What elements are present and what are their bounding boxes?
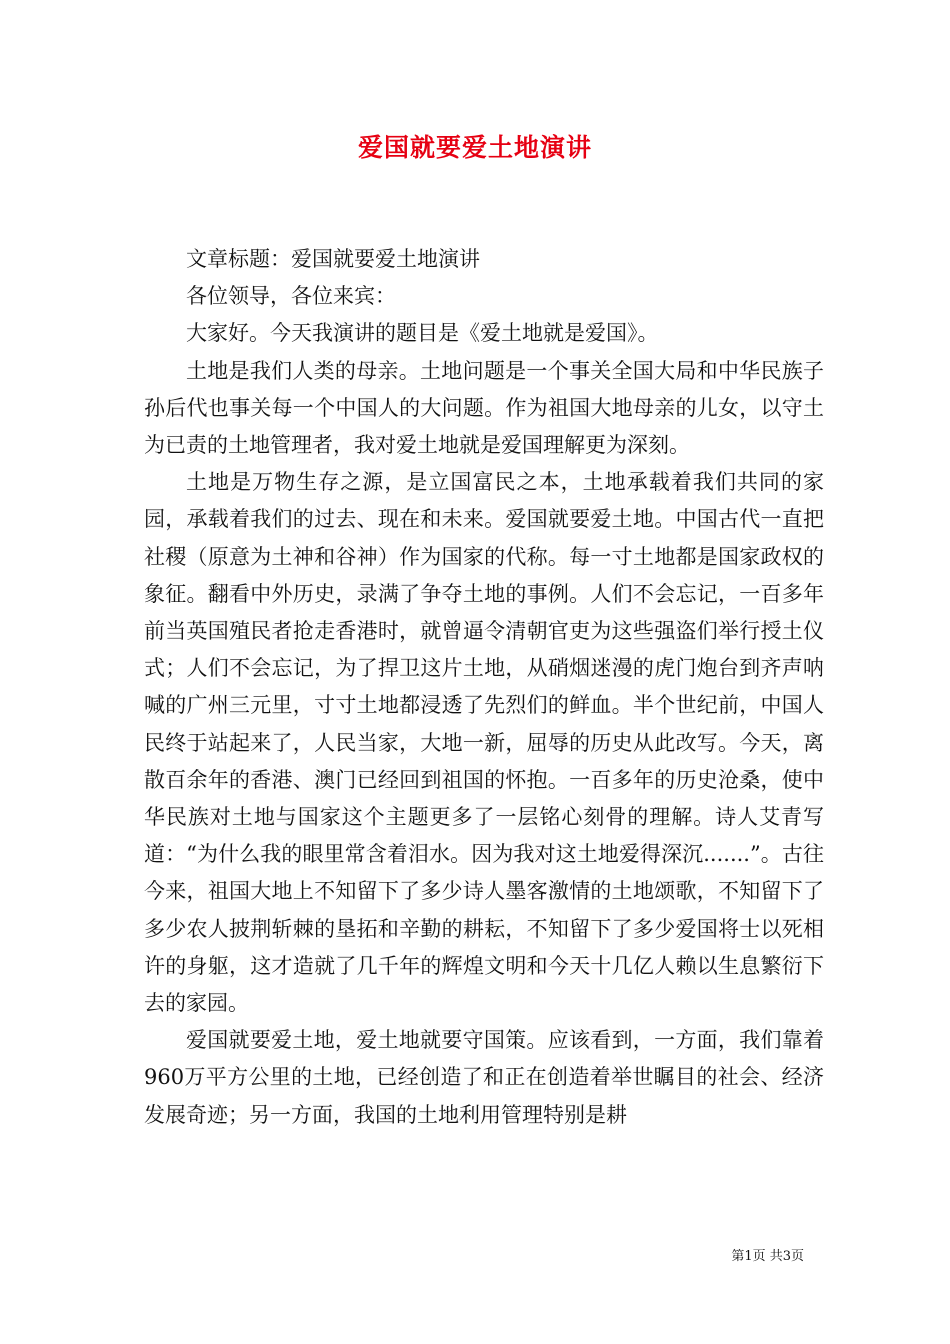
paragraph: 各位领导，各位来宾：: [186, 284, 396, 309]
paragraph: 土地是万物生存之源，是立国富民之本，土地承载着我们共同的家园，承载着我们的过去、现在和未来。爱国就要爱土地。中国古代一直把社稷（原意为土神和谷神）作为国家的代称。每一寸土地都是国家政权的象征。翻看中外历史，录满了争夺土地的事例。人们不会忘记，一百多年前当英国殖民者抢走香港时，就曾逼令清朝官吏为这些强盗们举行授土仪式；人们不会忘记，为了捍卫这片土地，从硝烟迷漫的虎门炮台到齐声呐喊的广州三元里，寸寸土地都浸透了先烈们的鲜血。半个世纪前，中国人民终于站起来了，人民当家，大地一新，屈辱的历史从此改写。今天，离散百余年的香港、澳门已经回到祖国的怀抱。一百多年的历史沧桑，使中华民族对土地与国家这个主题更多了一层铭心刻骨的理解。诗人艾青写道：“为什么我的眼里常含着泪水。因为我对这土地爱得深沉.......”。古往今来，祖国大地上不知留下了多少诗人墨客激情的土地颂歌，不知留下了多少农人披荆斩棘的垦拓和辛勤的耕耘，不知留下了多少爱国将士以死相许的身躯，这才造就了几千年的辉煌文明和今天十几亿人赖以生息繁衍下去的家园。: [144, 470, 824, 1016]
paragraph: 爱国就要爱土地，爱土地就要守国策。应该看到，一方面，我们靠着960万平方公里的土地，已经创造了和正在创造着举世瞩目的社会、经济发展奇迹；另一方面，我国的土地利用管理特别是耕: [144, 1028, 824, 1127]
paragraph: 土地是我们人类的母亲。土地问题是一个事关全国大局和中华民族子孙后代也事关每一个中国人的大问题。作为祖国大地母亲的儿女，以守土为已责的土地管理者，我对爱土地就是爱国理解更为深刻。: [144, 358, 824, 458]
page-number: 第1页 共3页: [731, 1249, 804, 1264]
paragraph: 文章标题：爱国就要爱土地演讲: [186, 247, 480, 271]
paragraph: 大家好。今天我演讲的题目是《爱土地就是爱国》。: [186, 321, 659, 346]
document-body: [144, 241, 824, 1134]
document-title: 爱国就要爱土地演讲: [357, 133, 592, 162]
